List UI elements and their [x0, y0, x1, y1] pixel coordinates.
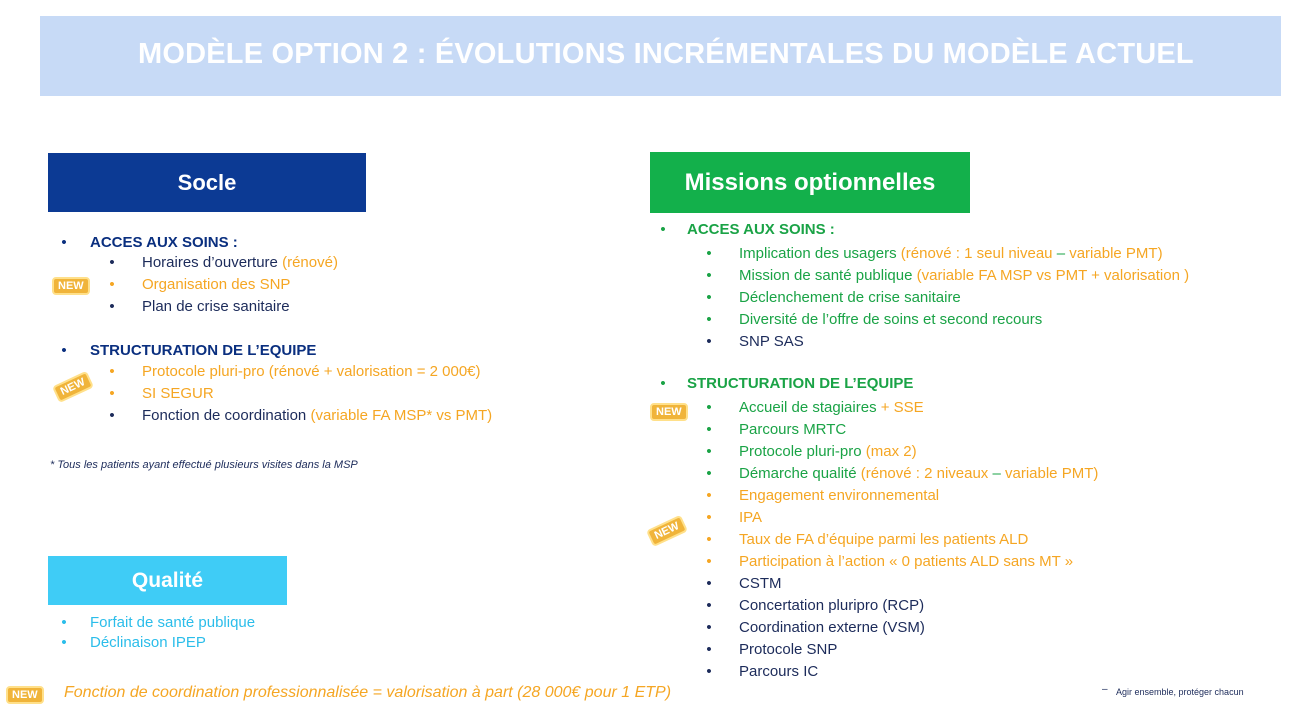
missions-implication-note-b: variable PMT) [1069, 245, 1163, 262]
missions-protocole-snp-text: Protocole SNP [739, 641, 838, 658]
missions-snp-sas-text: SNP SAS [739, 333, 804, 350]
socle-fonction-text: Fonction de coordination [142, 407, 307, 424]
new-badge: NEW [6, 686, 44, 704]
missions-protocole-note: (max 2) [865, 443, 917, 460]
new-badge: NEW [52, 371, 94, 403]
footer-note: Fonction de coordination professionnalisée = valorisation à part (28 000€ pour 1 ETP) [64, 684, 672, 701]
socle-plan-crise-text: Plan de crise sanitaire [142, 298, 290, 315]
missions-coordination-externe-text: Coordination externe (VSM) [739, 619, 925, 636]
socle-header: Socle [48, 153, 366, 212]
missions-accueil-note: + SSE [880, 399, 924, 416]
qualite-header: Qualité [48, 556, 287, 605]
socle-protocole-text: Protocole pluri-pro (rénové + valorisation = 2 000€) [142, 363, 481, 380]
qualite-item-text: Forfait de santé publique [90, 614, 256, 631]
socle-acces-title: ACCES AUX SOINS : [90, 234, 238, 251]
qualite-item-text: Déclinaison IPEP [90, 634, 206, 651]
missions-implication-text: Implication des usagers [739, 245, 897, 262]
missions-mission-sante-note: (variable FA MSP vs PMT + valorisation ) [916, 267, 1190, 284]
socle-organisation-text: Organisation des SNP [142, 276, 291, 293]
socle-horaires-note: (rénové) [282, 254, 338, 271]
missions-demarche-note-a: (rénové : 2 niveaux [860, 465, 989, 482]
missions-parcours-ic-text: Parcours IC [739, 663, 819, 680]
missions-implication-note-a: (rénové : 1 seul niveau [900, 245, 1053, 262]
missions-declenchement-text: Déclenchement de crise sanitaire [739, 289, 961, 306]
missions-diversite-text: Diversité de l’offre de soins et second recours [739, 311, 1043, 328]
new-badge: NEW [650, 403, 688, 421]
page-title: MODÈLE OPTION 2 : ÉVOLUTIONS INCRÉMENTALES DU MODÈLE ACTUEL [138, 38, 1194, 70]
missions-participation-text: Participation à l’action « 0 patients ALD sans MT » [739, 553, 1074, 570]
socle-fonction-note: (variable FA MSP* vs PMT) [310, 407, 493, 424]
missions-mission-sante-text: Mission de santé publique [739, 267, 913, 284]
missions-taux-text: Taux de FA d’équipe parmi les patients ALD [739, 531, 1029, 548]
missions-ipa-text: IPA [739, 509, 763, 526]
socle-structuration-title: STRUCTURATION DE L’EQUIPE [90, 342, 317, 359]
missions-implication-dash: – [1056, 245, 1066, 262]
socle-footnote: * Tous les patients ayant effectué plusieurs visites dans la MSP [50, 459, 358, 471]
missions-acces-title: ACCES AUX SOINS : [687, 221, 835, 238]
missions-demarche-note-b: variable PMT) [1005, 465, 1099, 482]
missions-cstm-text: CSTM [739, 575, 782, 592]
missions-protocole-text: Protocole pluri-pro [739, 443, 862, 460]
missions-structuration-title: STRUCTURATION DE L’EQUIPE [687, 375, 914, 392]
missions-concertation-text: Concertation pluripro (RCP) [739, 597, 925, 614]
missions-header: Missions optionnelles [650, 152, 970, 213]
tagline: Agir ensemble, protéger chacun [1116, 687, 1244, 697]
tagline-dash: – [1102, 684, 1108, 695]
missions-demarche-text: Démarche qualité [739, 465, 857, 482]
new-badge: NEW [52, 277, 90, 295]
missions-engagement-text: Engagement environnemental [739, 487, 940, 504]
missions-accueil-text: Accueil de stagiaires [739, 399, 877, 416]
missions-demarche-dash: – [992, 465, 1001, 482]
socle-si-segur-text: SI SEGUR [142, 385, 214, 402]
new-badge: NEW [646, 515, 688, 547]
socle-horaires-text: Horaires d’ouverture [142, 254, 278, 271]
missions-parcours-mrtc-text: Parcours MRTC [739, 421, 847, 438]
